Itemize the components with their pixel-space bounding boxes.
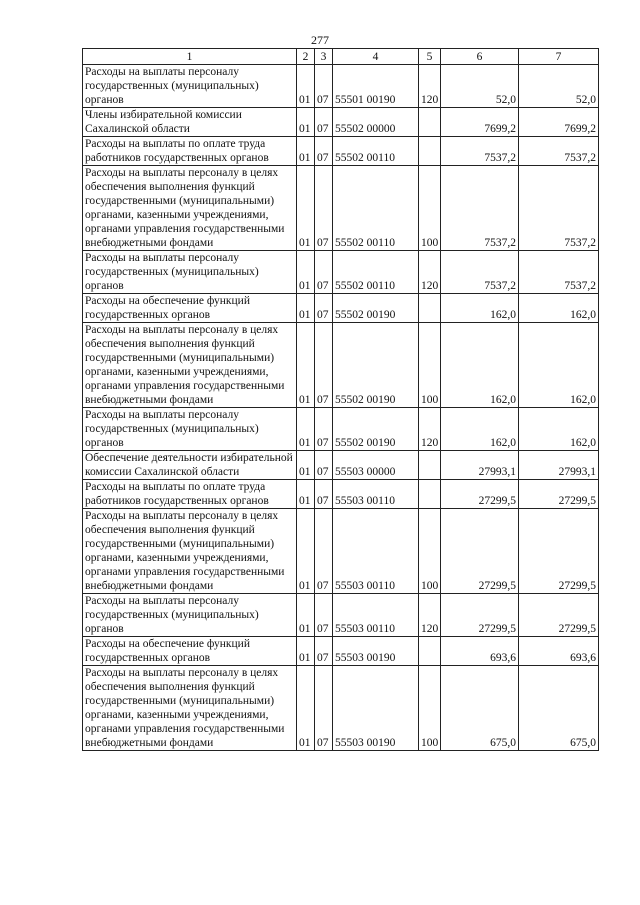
table-row <box>83 323 599 408</box>
target-article-cell: 55503 00000 <box>333 451 419 480</box>
row-name-cell: Расходы на выплаты персоналу государственных (муниципальных) органов <box>83 251 297 294</box>
table-row <box>83 108 599 137</box>
row-name-cell: Расходы на выплаты по оплате труда работников государственных органов <box>83 480 297 509</box>
row-name-cell: Расходы на обеспечение функций государственных органов <box>83 637 297 666</box>
target-article-cell: 55502 00110 <box>333 166 419 251</box>
amount-cell: 675,0 <box>519 666 599 751</box>
subsection-cell: 07 <box>315 594 333 637</box>
table-row <box>83 480 599 509</box>
column-header: 3 <box>315 49 333 65</box>
expense-type-cell <box>419 294 441 323</box>
column-header: 7 <box>519 49 599 65</box>
amount-cell: 693,6 <box>519 637 599 666</box>
row-name-cell: Расходы на выплаты персоналу в целях обеспечения выполнения функций государственными (муниципальными) органами, казенными учреждениями, органами управления государственными внебюджетными фондами <box>83 323 297 408</box>
amount-cell: 7537,2 <box>441 251 519 294</box>
column-header: 5 <box>419 49 441 65</box>
amount-cell: 162,0 <box>441 294 519 323</box>
amount-cell: 7537,2 <box>441 166 519 251</box>
table-row <box>83 294 599 323</box>
amount-cell: 7537,2 <box>441 137 519 166</box>
subsection-cell: 07 <box>315 408 333 451</box>
subsection-cell: 07 <box>315 323 333 408</box>
table-row <box>83 408 599 451</box>
amount-cell: 27993,1 <box>519 451 599 480</box>
budget-table <box>82 48 599 751</box>
page-number: 277 <box>311 33 329 47</box>
amount-cell: 27299,5 <box>441 480 519 509</box>
amount-cell: 27299,5 <box>519 594 599 637</box>
subsection-cell: 07 <box>315 108 333 137</box>
row-name-cell: Расходы на выплаты по оплате труда работников государственных органов <box>83 137 297 166</box>
amount-cell: 693,6 <box>441 637 519 666</box>
subsection-cell: 07 <box>315 666 333 751</box>
section-cell: 01 <box>297 294 315 323</box>
amount-cell: 675,0 <box>441 666 519 751</box>
amount-cell: 7699,2 <box>441 108 519 137</box>
target-article-cell: 55503 00190 <box>333 637 419 666</box>
amount-cell: 7537,2 <box>519 251 599 294</box>
amount-cell: 162,0 <box>519 323 599 408</box>
target-article-cell: 55502 00110 <box>333 137 419 166</box>
row-name-cell: Расходы на выплаты персоналу в целях обеспечения выполнения функций государственными (муниципальными) органами, казенными учреждениями, органами управления государственными внебюджетными фондами <box>83 666 297 751</box>
amount-cell: 162,0 <box>519 408 599 451</box>
row-name-cell: Обеспечение деятельности избирательной комиссии Сахалинской области <box>83 451 297 480</box>
expense-type-cell <box>419 480 441 509</box>
section-cell: 01 <box>297 480 315 509</box>
amount-cell: 27299,5 <box>519 509 599 594</box>
section-cell: 01 <box>297 137 315 166</box>
expense-type-cell: 100 <box>419 509 441 594</box>
amount-cell: 162,0 <box>441 323 519 408</box>
section-cell: 01 <box>297 594 315 637</box>
column-header: 2 <box>297 49 315 65</box>
table-row <box>83 451 599 480</box>
target-article-cell: 55502 00000 <box>333 108 419 137</box>
subsection-cell: 07 <box>315 251 333 294</box>
row-name-cell: Расходы на выплаты персоналу в целях обеспечения выполнения функций государственными (муниципальными) органами, казенными учреждениями, органами управления государственными внебюджетными фондами <box>83 509 297 594</box>
row-name-cell: Члены избирательной комиссии Сахалинской области <box>83 108 297 137</box>
expense-type-cell <box>419 637 441 666</box>
amount-cell: 7537,2 <box>519 137 599 166</box>
table-row <box>83 65 599 108</box>
target-article-cell: 55502 00190 <box>333 323 419 408</box>
table-row <box>83 666 599 751</box>
section-cell: 01 <box>297 251 315 294</box>
amount-cell: 52,0 <box>441 65 519 108</box>
subsection-cell: 07 <box>315 451 333 480</box>
target-article-cell: 55503 00110 <box>333 594 419 637</box>
column-header: 6 <box>441 49 519 65</box>
section-cell: 01 <box>297 323 315 408</box>
expense-type-cell <box>419 137 441 166</box>
column-header-row <box>83 49 599 65</box>
amount-cell: 27993,1 <box>441 451 519 480</box>
table-row <box>83 509 599 594</box>
amount-cell: 27299,5 <box>441 594 519 637</box>
section-cell: 01 <box>297 509 315 594</box>
expense-type-cell: 120 <box>419 65 441 108</box>
row-name-cell: Расходы на обеспечение функций государственных органов <box>83 294 297 323</box>
amount-cell: 7537,2 <box>519 166 599 251</box>
target-article-cell: 55502 00190 <box>333 408 419 451</box>
target-article-cell: 55502 00110 <box>333 251 419 294</box>
table-row <box>83 166 599 251</box>
column-header: 1 <box>83 49 297 65</box>
expense-type-cell <box>419 108 441 137</box>
amount-cell: 7699,2 <box>519 108 599 137</box>
section-cell: 01 <box>297 65 315 108</box>
expense-type-cell: 120 <box>419 408 441 451</box>
expense-type-cell <box>419 451 441 480</box>
table-row <box>83 637 599 666</box>
row-name-cell: Расходы на выплаты персоналу государственных (муниципальных) органов <box>83 65 297 108</box>
subsection-cell: 07 <box>315 480 333 509</box>
expense-type-cell: 100 <box>419 666 441 751</box>
amount-cell: 27299,5 <box>441 509 519 594</box>
target-article-cell: 55503 00110 <box>333 480 419 509</box>
section-cell: 01 <box>297 637 315 666</box>
target-article-cell: 55502 00190 <box>333 294 419 323</box>
target-article-cell: 55501 00190 <box>333 65 419 108</box>
expense-type-cell: 100 <box>419 323 441 408</box>
column-header: 4 <box>333 49 419 65</box>
table-row <box>83 594 599 637</box>
expense-type-cell: 100 <box>419 166 441 251</box>
row-name-cell: Расходы на выплаты персоналу государственных (муниципальных) органов <box>83 408 297 451</box>
subsection-cell: 07 <box>315 637 333 666</box>
section-cell: 01 <box>297 108 315 137</box>
amount-cell: 162,0 <box>519 294 599 323</box>
row-name-cell: Расходы на выплаты персоналу государственных (муниципальных) органов <box>83 594 297 637</box>
expense-type-cell: 120 <box>419 594 441 637</box>
table-row <box>83 251 599 294</box>
table-body <box>83 65 599 751</box>
amount-cell: 27299,5 <box>519 480 599 509</box>
expense-type-cell: 120 <box>419 251 441 294</box>
table-row <box>83 137 599 166</box>
subsection-cell: 07 <box>315 166 333 251</box>
section-cell: 01 <box>297 451 315 480</box>
amount-cell: 52,0 <box>519 65 599 108</box>
section-cell: 01 <box>297 166 315 251</box>
row-name-cell: Расходы на выплаты персоналу в целях обеспечения выполнения функций государственными (муниципальными) органами, казенными учреждениями, органами управления государственными внебюджетными фондами <box>83 166 297 251</box>
section-cell: 01 <box>297 666 315 751</box>
target-article-cell: 55503 00110 <box>333 509 419 594</box>
subsection-cell: 07 <box>315 294 333 323</box>
section-cell: 01 <box>297 408 315 451</box>
amount-cell: 162,0 <box>441 408 519 451</box>
target-article-cell: 55503 00190 <box>333 666 419 751</box>
subsection-cell: 07 <box>315 137 333 166</box>
subsection-cell: 07 <box>315 509 333 594</box>
subsection-cell: 07 <box>315 65 333 108</box>
